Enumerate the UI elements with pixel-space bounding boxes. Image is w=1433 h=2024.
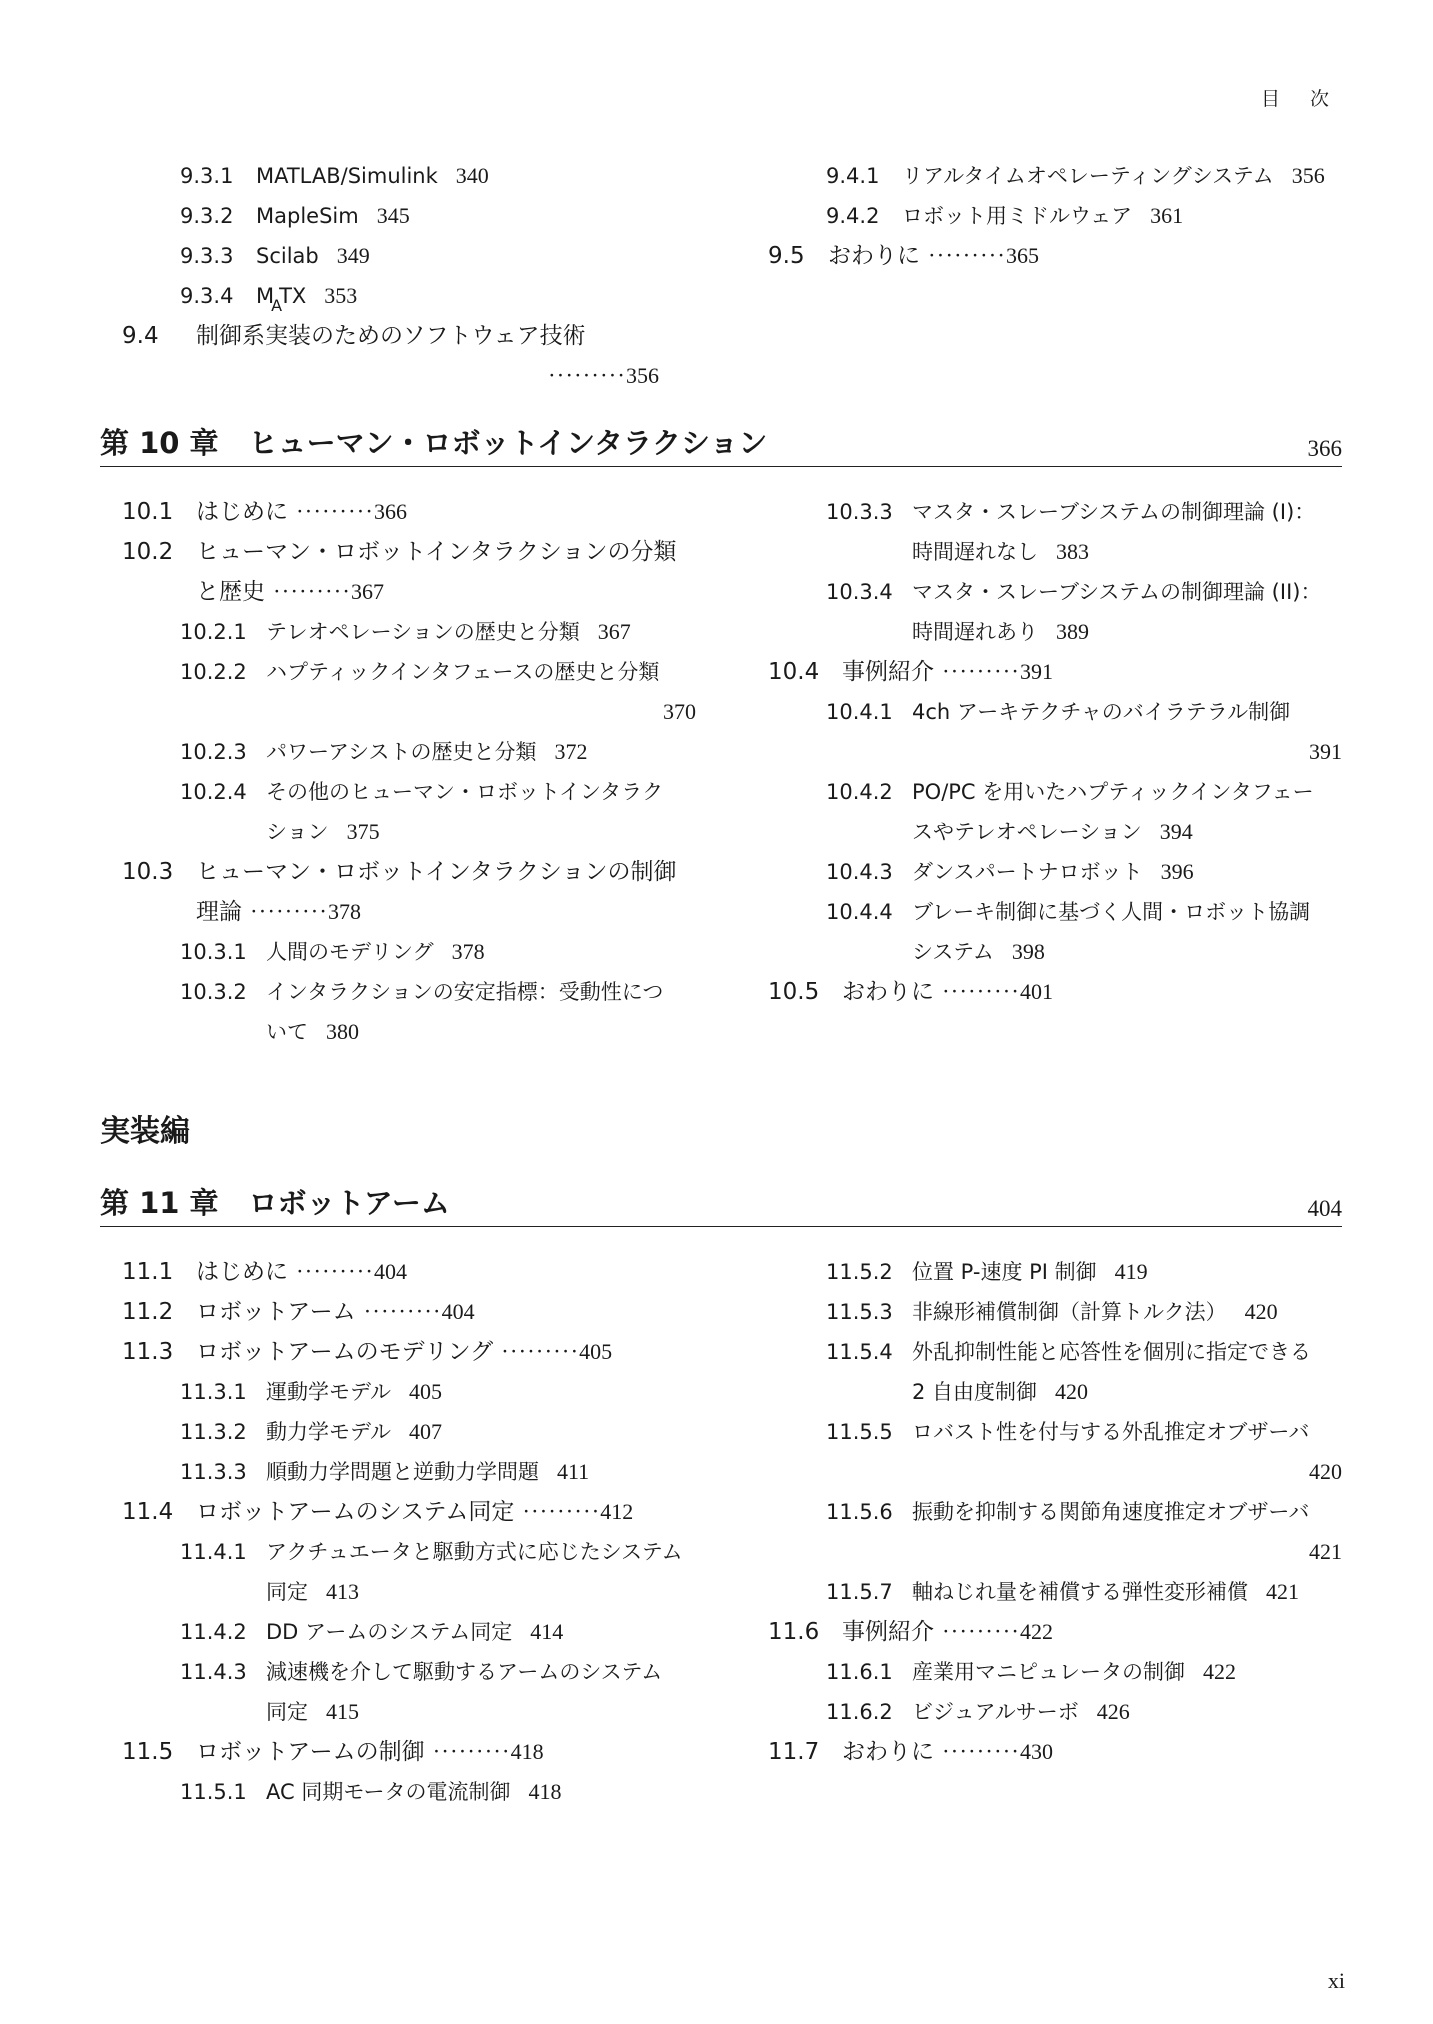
entry-title: MATLAB/Simulink <box>256 164 438 188</box>
entry-title: テレオペレーションの歴史と分類 <box>266 620 580 644</box>
entry-dot-leader: ········· <box>432 1739 511 1764</box>
entry-title-continued: システム <box>912 940 994 964</box>
entry-title-continued: 時間遅れなし <box>912 540 1038 564</box>
entry-dot-leader: ········· <box>928 243 1006 268</box>
entry-dot-leader: ········· <box>942 659 1020 684</box>
entry-page: 405 <box>579 1339 613 1364</box>
toc-entry-11-2[interactable] <box>122 1292 475 1332</box>
entry-number: 10.3.3 <box>826 500 893 524</box>
entry-dot-leader: ········· <box>250 899 328 924</box>
toc-entry-11-5-4-cont <box>912 1372 1088 1412</box>
entry-page: 404 <box>373 1259 407 1284</box>
entry-dot-leader: ········· <box>501 1339 580 1364</box>
toc-entry-10-3-1[interactable] <box>180 932 485 972</box>
toc-entry-11-5-1[interactable] <box>180 1772 562 1812</box>
toc-entry-9-3-1[interactable] <box>180 156 489 196</box>
toc-entry-11-5-6[interactable] <box>826 1492 1309 1532</box>
entry-page: 378 <box>451 939 485 964</box>
toc-entry-11-6-2[interactable] <box>826 1692 1130 1732</box>
entry-title: PO/PC を用いたハプティックインタフェー <box>912 780 1314 804</box>
entry-number: 11.5.2 <box>826 1260 893 1284</box>
entry-dot-leader: ········· <box>273 579 351 604</box>
toc-entry-9-4-2[interactable] <box>826 196 1183 236</box>
entry-number: 11.5.6 <box>826 1500 893 1524</box>
entry-title-continued: いて <box>266 1020 308 1044</box>
entry-number: 11.5.5 <box>826 1420 893 1444</box>
entry-title: おわりに <box>842 1739 934 1765</box>
entry-number: 10.2.2 <box>180 660 247 684</box>
toc-entry-10-2-2-page <box>180 692 696 732</box>
entry-page: 349 <box>336 243 370 268</box>
toc-entry-10-1[interactable] <box>122 492 407 532</box>
toc-entry-11-4-3-cont <box>266 1692 359 1732</box>
entry-page: 367 <box>597 619 631 644</box>
chapter-11-heading[interactable] <box>100 1180 1342 1227</box>
entry-title: 事例紹介 <box>842 659 934 685</box>
toc-entry-11-6[interactable] <box>768 1612 1053 1652</box>
entry-number: 11.5.4 <box>826 1340 893 1364</box>
toc-entry-10-2-2[interactable] <box>180 652 659 692</box>
entry-title: ダンスパートナロボット <box>912 860 1143 884</box>
entry-number: 11.7 <box>768 1739 820 1765</box>
entry-page: 419 <box>1114 1259 1148 1284</box>
entry-page: 411 <box>557 1459 590 1484</box>
toc-entry-9-4-leader <box>540 356 659 396</box>
entry-number: 10.3.2 <box>180 980 247 1004</box>
entry-page: 430 <box>1019 1739 1053 1764</box>
entry-page: 420 <box>1055 1379 1089 1404</box>
entry-title: 産業用マニピュレータの制御 <box>912 1660 1185 1684</box>
entry-page: 422 <box>1203 1659 1236 1684</box>
entry-page: 370 <box>663 699 696 724</box>
toc-entry-9-5[interactable] <box>768 236 1039 276</box>
chapter-label: 第 11 章 <box>100 1186 219 1220</box>
entry-title: ビジュアルサーボ <box>912 1700 1079 1724</box>
toc-entry-11-5-6-page <box>826 1532 1342 1572</box>
entry-title: ヒューマン・ロボットインタラクションの制御 <box>196 859 677 885</box>
entry-page: 415 <box>326 1699 359 1724</box>
toc-entry-10-3-3-cont <box>912 532 1089 572</box>
entry-page: 366 <box>373 499 407 524</box>
entry-number: 10.4 <box>768 659 820 685</box>
part-title: 実装編 <box>100 1114 190 1149</box>
entry-page: 412 <box>600 1499 634 1524</box>
chapter-page: 404 <box>1307 1196 1342 1221</box>
entry-number: 10.2.3 <box>180 740 247 764</box>
toc-entry-11-4-1-cont <box>266 1572 359 1612</box>
toc-entry-9-3-2[interactable] <box>180 196 410 236</box>
toc-entry-11-5-7[interactable] <box>826 1572 1299 1612</box>
entry-number: 11.4.3 <box>180 1660 247 1684</box>
toc-entry-9-3-4[interactable] <box>180 276 357 316</box>
entry-number: 10.1 <box>122 499 174 525</box>
entry-page: 361 <box>1150 203 1184 228</box>
toc-entry-11-4-1[interactable] <box>180 1532 683 1572</box>
entry-number: 11.2 <box>122 1299 174 1325</box>
entry-title-continued: ション <box>266 820 329 844</box>
entry-number: 10.4.4 <box>826 900 893 924</box>
toc-entry-11-5-4[interactable] <box>826 1332 1311 1372</box>
toc-entry-10-3-2[interactable] <box>180 972 663 1012</box>
entry-page: 340 <box>455 163 489 188</box>
entry-page: 426 <box>1096 1699 1130 1724</box>
entry-number: 11.3 <box>122 1339 174 1365</box>
entry-page: 413 <box>326 1579 359 1604</box>
entry-page: 380 <box>326 1019 359 1044</box>
toc-entry-10-3-3[interactable] <box>826 492 1315 532</box>
toc-entry-11-4-2[interactable] <box>180 1612 563 1652</box>
entry-number: 9.3.1 <box>180 164 234 188</box>
entry-title: マスタ・スレーブシステムの制御理論 (I)： <box>912 500 1316 524</box>
entry-number: 10.4.3 <box>826 860 893 884</box>
toc-entry-9-4[interactable] <box>122 316 586 356</box>
entry-title: 人間のモデリング <box>266 940 434 964</box>
entry-title-continued: 時間遅れあり <box>912 620 1038 644</box>
entry-dot-leader: ········· <box>942 1619 1020 1644</box>
entry-dot-leader: ········· <box>548 363 626 388</box>
toc-entry-10-2-3[interactable] <box>180 732 587 772</box>
entry-title: ハプティックインタフェースの歴史と分類 <box>266 660 660 684</box>
entry-title: DD アームのシステム同定 <box>266 1620 513 1644</box>
entry-page: 418 <box>510 1739 544 1764</box>
entry-title: その他のヒューマン・ロボットインタラク <box>266 780 664 804</box>
entry-number: 10.2.1 <box>180 620 247 644</box>
entry-title: 位置 P-速度 PI 制御 <box>912 1260 1097 1284</box>
entry-title: ロボットアーム <box>196 1299 356 1325</box>
entry-page: 420 <box>1309 1459 1342 1484</box>
toc-entry-10-4-4-cont <box>912 932 1045 972</box>
entry-number: 10.3 <box>122 859 174 885</box>
entry-title-continued: 2 自由度制御 <box>912 1380 1038 1404</box>
toc-entry-10-4-2[interactable] <box>826 772 1314 812</box>
entry-page: 389 <box>1056 619 1089 644</box>
entry-page: 421 <box>1266 1579 1299 1604</box>
entry-page: 401 <box>1019 979 1053 1004</box>
entry-title-suffix: TX <box>279 284 307 308</box>
toc-entry-11-4[interactable] <box>122 1492 633 1532</box>
entry-page: 365 <box>1005 243 1039 268</box>
entry-number: 11.6.2 <box>826 1700 893 1724</box>
toc-entry-11-5-2[interactable] <box>826 1252 1148 1292</box>
entry-title-continued: 理論 <box>196 899 242 925</box>
entry-page: 414 <box>530 1619 564 1644</box>
entry-title: 事例紹介 <box>842 1619 934 1645</box>
entry-number: 11.4.2 <box>180 1620 247 1644</box>
toc-entry-9-3-3[interactable] <box>180 236 370 276</box>
entry-number: 11.3.3 <box>180 1460 247 1484</box>
entry-page: 398 <box>1011 939 1045 964</box>
toc-entry-10-2-4-cont <box>266 812 380 852</box>
toc-entry-10-4-1-page <box>826 732 1342 772</box>
entry-title: ロボットアームの制御 <box>196 1739 425 1765</box>
entry-title: AC 同期モータの電流制御 <box>266 1780 511 1804</box>
toc-entry-11-6-1[interactable] <box>826 1652 1236 1692</box>
entry-number: 10.3.1 <box>180 940 247 964</box>
entry-number: 10.5 <box>768 979 820 1005</box>
entry-number: 9.3.2 <box>180 204 234 228</box>
toc-entry-11-3-1[interactable] <box>180 1372 442 1412</box>
entry-page: 353 <box>324 283 358 308</box>
entry-title: おわりに <box>828 243 920 269</box>
toc-entry-11-3[interactable] <box>122 1332 612 1372</box>
toc-entry-10-3-4-cont <box>912 612 1089 652</box>
toc-entry-10-4-2-cont <box>912 812 1193 852</box>
entry-title: 非線形補償制御（計算トルク法） <box>912 1300 1227 1324</box>
entry-page: 421 <box>1309 1539 1342 1564</box>
entry-page: 391 <box>1019 659 1053 684</box>
running-header: 目 次 <box>1260 88 1341 110</box>
entry-number: 9.4.1 <box>826 164 880 188</box>
entry-title: インタラクションの安定指標：受動性につ <box>266 980 664 1004</box>
entry-title: マスタ・スレーブシステムの制御理論 (II)： <box>912 580 1322 604</box>
entry-title: リアルタイムオペレーティングシステム <box>902 164 1274 188</box>
entry-dot-leader: ········· <box>296 1259 374 1284</box>
entry-number: 11.4 <box>122 1499 174 1525</box>
entry-page: 356 <box>625 363 659 388</box>
entry-number: 10.2 <box>122 539 174 565</box>
entry-number: 11.3.1 <box>180 1380 247 1404</box>
entry-number: 11.6 <box>768 1619 820 1645</box>
entry-number: 11.5.7 <box>826 1580 893 1604</box>
toc-entry-10-4[interactable] <box>768 652 1053 692</box>
entry-number: 10.4.1 <box>826 700 893 724</box>
entry-title-subscript-a: A <box>271 296 283 315</box>
entry-page: 356 <box>1291 163 1325 188</box>
entry-number: 9.4.2 <box>826 204 880 228</box>
entry-page: 396 <box>1160 859 1194 884</box>
toc-entry-10-4-4[interactable] <box>826 892 1310 932</box>
entry-page: 420 <box>1244 1299 1278 1324</box>
toc-entry-10-3-cont <box>196 892 361 932</box>
toc-entry-10-3[interactable] <box>122 852 676 892</box>
entry-title-continued: 同定 <box>266 1580 308 1604</box>
toc-entry-9-4-1[interactable] <box>826 156 1325 196</box>
entry-title: ロボットアームのモデリング <box>196 1339 494 1365</box>
toc-entry-11-7[interactable] <box>768 1732 1053 1772</box>
entry-title: 動力学モデル <box>266 1420 391 1444</box>
entry-title: ロバスト性を付与する外乱推定オブザーバ <box>912 1420 1310 1444</box>
entry-title: パワーアシストの歴史と分類 <box>266 740 537 764</box>
entry-title: 4ch アーキテクチャのバイラテラル制御 <box>912 700 1291 724</box>
entry-title: 順動力学問題と逆動力学問題 <box>266 1460 539 1484</box>
entry-page: 394 <box>1159 819 1193 844</box>
entry-title: ヒューマン・ロボットインタラクションの分類 <box>196 539 677 565</box>
entry-number: 10.2.4 <box>180 780 247 804</box>
toc-entry-11-5-5[interactable] <box>826 1412 1309 1452</box>
entry-title: はじめに <box>196 1259 288 1285</box>
toc-entry-10-2[interactable] <box>122 532 676 572</box>
chapter-name: ロボットアーム <box>248 1186 450 1220</box>
toc-entry-11-5-3[interactable] <box>826 1292 1278 1332</box>
entry-title: 軸ねじれ量を補償する弾性変形補償 <box>912 1580 1248 1604</box>
entry-dot-leader: ········· <box>363 1299 442 1324</box>
entry-title: ロボットアームのシステム同定 <box>196 1499 515 1525</box>
entry-title: MapleSim <box>256 204 359 228</box>
entry-page: 378 <box>327 899 361 924</box>
entry-number: 9.3.3 <box>180 244 234 268</box>
toc-entry-10-3-2-cont <box>266 1012 359 1052</box>
entry-page: 404 <box>441 1299 475 1324</box>
toc-entry-11-4-3[interactable] <box>180 1652 662 1692</box>
entry-title-continued: 同定 <box>266 1700 308 1724</box>
toc-entry-10-2-4[interactable] <box>180 772 663 812</box>
toc-entry-10-2-1[interactable] <box>180 612 631 652</box>
entry-number: 11.3.2 <box>180 1420 247 1444</box>
entry-title: はじめに <box>196 499 288 525</box>
entry-page: 372 <box>554 739 588 764</box>
entry-title-continued: スやテレオペレーション <box>912 820 1142 844</box>
entry-number: 11.5 <box>122 1739 174 1765</box>
toc-entry-11-3-2[interactable] <box>180 1412 442 1452</box>
entry-dot-leader: ········· <box>522 1499 601 1524</box>
entry-number: 9.4 <box>122 323 159 349</box>
entry-page: 418 <box>528 1779 562 1804</box>
entry-title-continued: と歴史 <box>196 579 265 605</box>
toc-entry-10-2-cont <box>196 572 384 612</box>
entry-title: 制御系実装のためのソフトウェア技術 <box>196 323 586 349</box>
entry-page: 367 <box>350 579 384 604</box>
entry-page: 405 <box>408 1379 442 1404</box>
chapter-name: ヒューマン・ロボットインタラクション <box>248 426 768 460</box>
entry-title: 外乱抑制性能と応答性を個別に指定できる <box>912 1340 1311 1364</box>
toc-entry-11-5[interactable] <box>122 1732 544 1772</box>
entry-title: 振動を抑制する関節角速度推定オブザーバ <box>912 1500 1310 1524</box>
toc-entry-11-5-5-page <box>826 1452 1342 1492</box>
toc-entry-10-5[interactable] <box>768 972 1053 1012</box>
chapter-label: 第 10 章 <box>100 426 219 460</box>
entry-number: 10.4.2 <box>826 780 893 804</box>
entry-page: 383 <box>1056 539 1089 564</box>
entry-dot-leader: ········· <box>296 499 374 524</box>
entry-title: 減速機を介して駆動するアームのシステム <box>266 1660 663 1684</box>
chapter-page: 366 <box>1307 436 1342 461</box>
entry-number: 11.4.1 <box>180 1540 247 1564</box>
entry-title: Scilab <box>256 244 319 268</box>
entry-title: ブレーキ制御に基づく人間・ロボット協調 <box>912 900 1311 924</box>
toc-entry-10-3-4[interactable] <box>826 572 1321 612</box>
entry-page: 345 <box>376 203 410 228</box>
entry-number: 9.3.4 <box>180 284 234 308</box>
entry-number: 11.5.1 <box>180 1780 247 1804</box>
entry-page: 375 <box>346 819 380 844</box>
entry-title: 運動学モデル <box>266 1380 391 1404</box>
entry-title-prefix: M <box>256 284 275 308</box>
toc-entry-11-1[interactable] <box>122 1252 407 1292</box>
entry-dot-leader: ········· <box>942 1739 1020 1764</box>
entry-title: ロボット用ミドルウェア <box>902 204 1133 228</box>
entry-page: 391 <box>1309 739 1342 764</box>
entry-number: 11.6.1 <box>826 1660 893 1684</box>
entry-page: 422 <box>1019 1619 1053 1644</box>
chapter-10-heading[interactable] <box>100 420 1342 467</box>
entry-number: 11.1 <box>122 1259 174 1285</box>
toc-entry-10-4-3[interactable] <box>826 852 1194 892</box>
toc-entry-10-4-1[interactable] <box>826 692 1290 732</box>
entry-page: 407 <box>408 1419 442 1444</box>
page-number: xi <box>1327 1968 1345 1993</box>
entry-dot-leader: ········· <box>942 979 1020 1004</box>
chapter-title <box>100 1181 450 1222</box>
entry-title: アクチュエータと駆動方式に応じたシステム <box>266 1540 683 1564</box>
entry-number: 11.5.3 <box>826 1300 893 1324</box>
toc-entry-11-3-3[interactable] <box>180 1452 589 1492</box>
entry-title: おわりに <box>842 979 934 1005</box>
entry-number: 9.5 <box>768 243 805 269</box>
chapter-title <box>100 421 767 462</box>
entry-number: 10.3.4 <box>826 580 893 604</box>
